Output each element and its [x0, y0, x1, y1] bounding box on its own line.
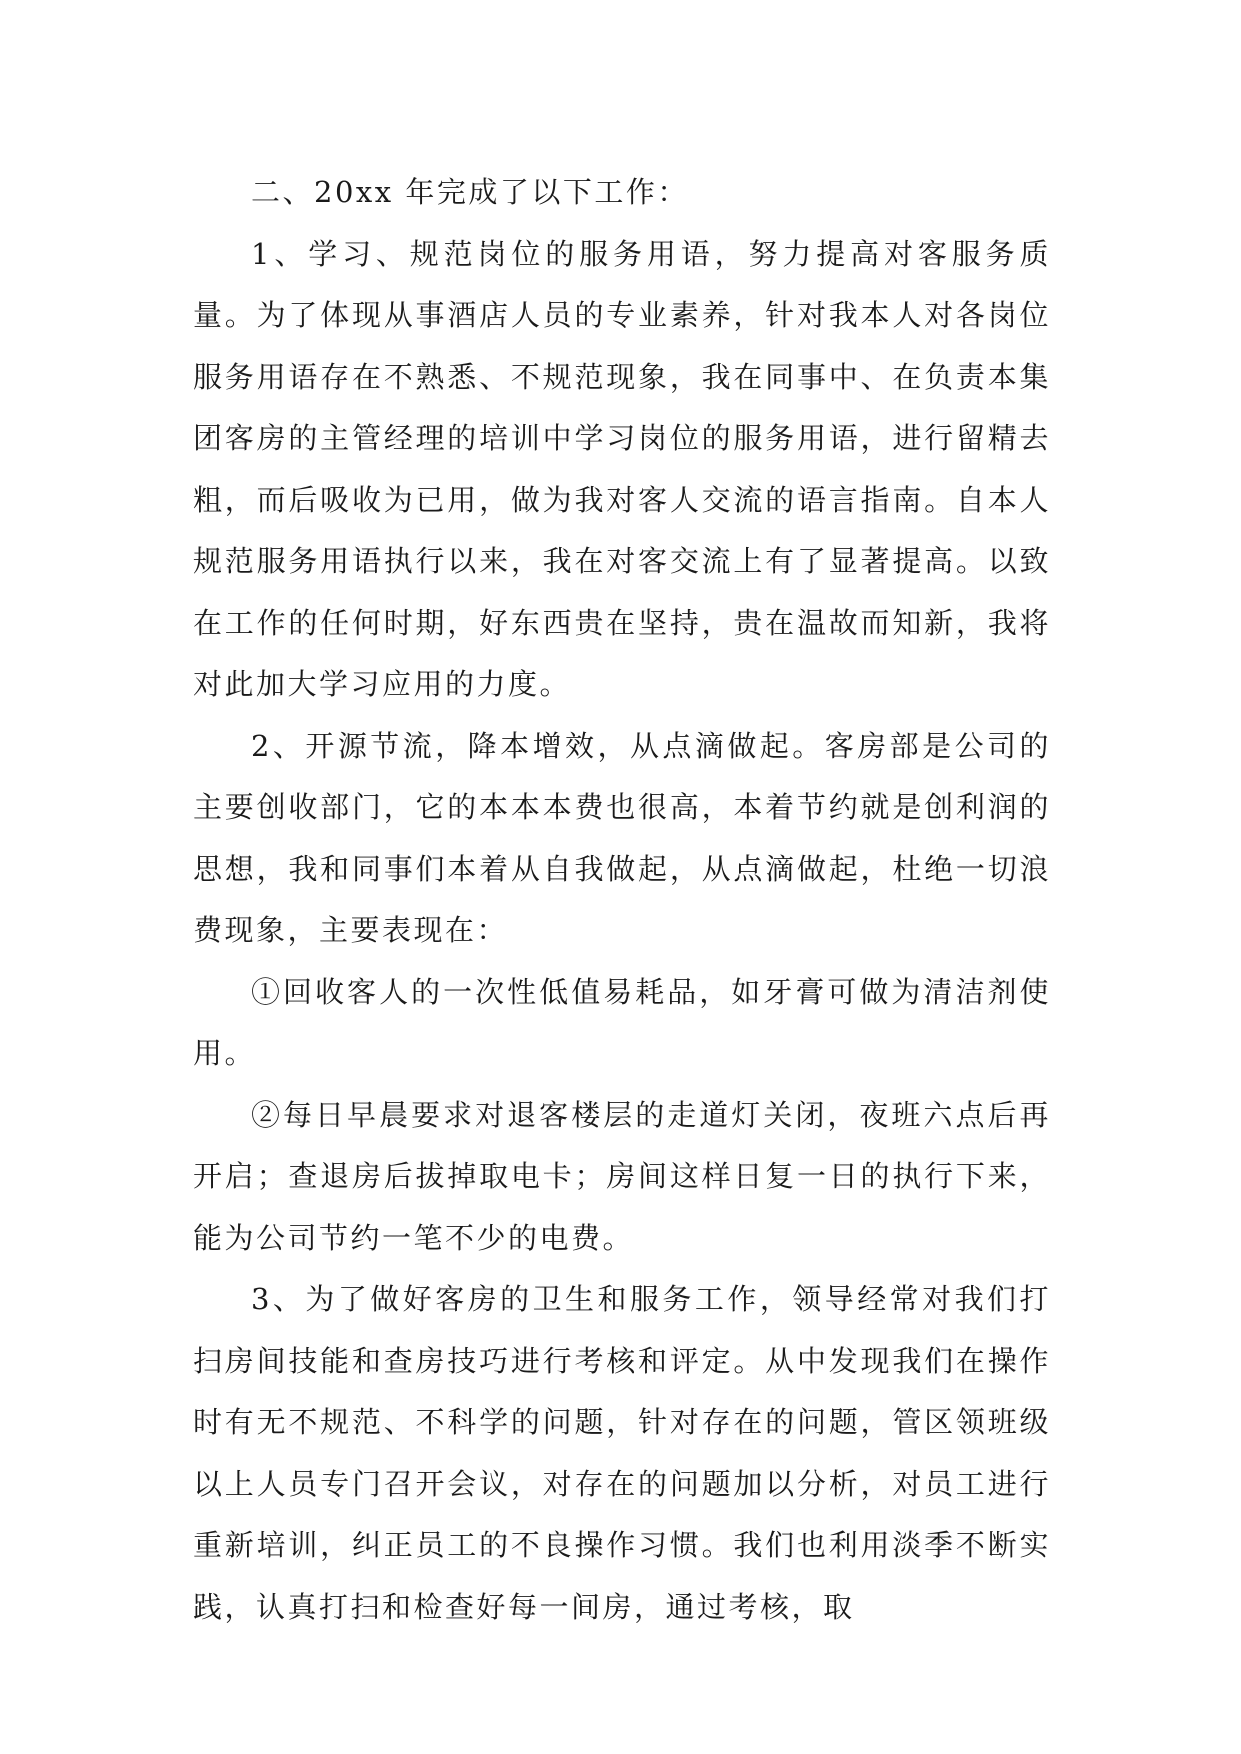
paragraph-sub-item-1: ①回收客人的一次性低值易耗品，如牙膏可做为清洁剂使用。	[193, 974, 1051, 1070]
paragraph-sub-item-2: ②每日早晨要求对退客楼层的走道灯关闭，夜班六点后再开启；查退房后拔掉取电卡；房间这样日复一日的执行下来，能为公司节约一笔不少的电费。	[193, 1097, 1051, 1255]
paragraph-item-1: 1、学习、规范岗位的服务用语，努力提高对客服务质量。为了体现从事酒店人员的专业素养，针对我本人对各岗位服务用语存在不熟悉、不规范现象，我在同事中、在负责本集团客房的主管经理的培训中学习岗位的服务用语，进行留精去粗，而后吸收为已用，做为我对客人交流的语言指南。自本人规范服务用语执行以来，我在对客交流上有了显著提高。以致在工作的任何时期，好东西贵在坚持，贵在温故而知新，我将对此加大学习应用的力度。	[193, 236, 1051, 701]
paragraph-item-2: 2、开源节流，降本增效，从点滴做起。客房部是公司的主要创收部门，它的本本本费也很高，本着节约就是创利润的思想，我和同事们本着从自我做起，从点滴做起，杜绝一切浪费现象，主要表现在：	[193, 728, 1051, 947]
document-body	[193, 162, 1051, 1638]
paragraph-item-3: 3、为了做好客房的卫生和服务工作，领导经常对我们打扫房间技能和查房技巧进行考核和评定。从中发现我们在操作时有无不规范、不科学的问题，针对存在的问题，管区领班级以上人员专门召开会议，对存在的问题加以分析，对员工进行重新培训，纠正员工的不良操作习惯。我们也利用淡季不断实践，认真打扫和检查好每一间房，通过考核，取	[193, 1282, 1051, 1624]
section-heading: 二、20xx 年完成了以下工作：	[251, 175, 689, 209]
